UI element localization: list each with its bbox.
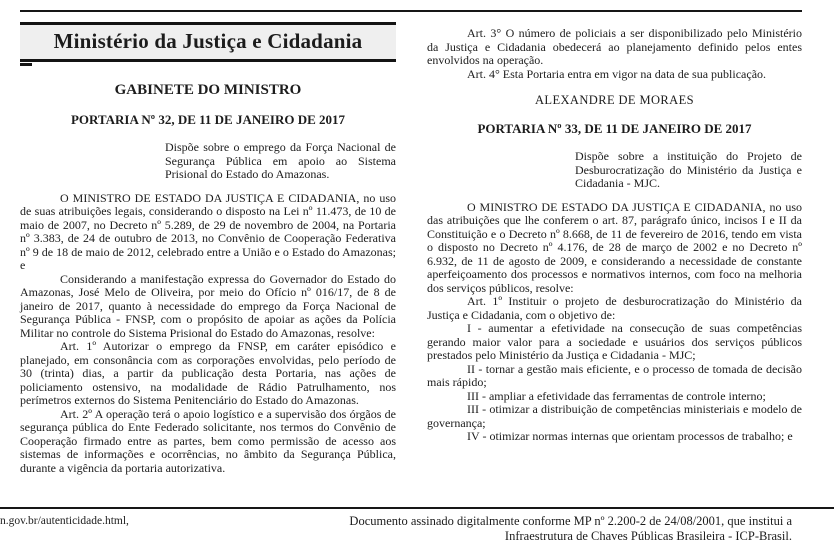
portaria-32-ementa: Dispõe sobre o emprego da Força Nacional de Segurança Pública em apoio ao Sistema Prisional do Estado do Amazonas.	[165, 140, 396, 181]
left-column	[20, 14, 396, 475]
footer-signature-notice-line2: Infraestrutura de Chaves Públicas Brasileira - ICP-Brasil.	[504, 529, 792, 543]
footer-authenticity-url: n.gov.br/autenticidade.html,	[0, 515, 129, 527]
right-column	[427, 14, 802, 475]
paragraph: II - tornar a gestão mais eficiente, e o processo de tomada de decisão mais rápido;	[427, 361, 802, 389]
portaria-33-ementa: Dispõe sobre a instituição do Projeto de Desburocratização do Ministério da Justiça e Cidadania - MJC.	[575, 149, 802, 190]
portaria-32-continuation	[427, 14, 802, 81]
portaria-33-body	[427, 201, 802, 444]
paragraph: O MINISTRO DE ESTADO DA JUSTIÇA E CIDADANIA, no uso de suas atribuições legais, considerando o disposto na Lei nº 11.473, de 10 de maio de 2007, no Decreto nº 5.289, de 29 de novembro de 2004, na Portaria nº 3.383, de 24 de outubro de 2013, no Convênio de Cooperação Federativa nº 9 de 18 de maio de 2012, celebrado entre a União e o Estado do Amazonas; e	[20, 190, 396, 272]
footer-signature-notice	[192, 514, 792, 544]
paragraph: Art. 1º Instituir o projeto de desburocratização do Ministério da Justiça e Cidadania, com o objetivo de:	[427, 294, 802, 322]
signature-alexandre-de-moraes: ALEXANDRE DE MORAES	[535, 93, 694, 107]
paragraph: Art. 4° Esta Portaria entra em vigor na data de sua publicação.	[467, 66, 767, 81]
ministry-title: Ministério da Justiça e Cidadania	[53, 29, 363, 53]
footer-signature-notice-line1: Documento assinado digitalmente conforme MP nº 2.200-2 de 24/08/2001, que institui a	[349, 514, 792, 528]
paragraph: O MINISTRO DE ESTADO DA JUSTIÇA E CIDADANIA, no uso das atribuições que lhe conferem o art. 87, parágrafo único, incisos I e II da Constituição e o Decreto nº 8.668, de 11 de fevereiro de 2016, tendo em vista o disposto no Decreto nº 4.176, de 28 de março de 2002 e no Decreto nº 6.932, de 11 de agosto de 2009, e considerando a necessidade de constante aperfeiçoamento dos processos e normativos internos, com foco na melhoria dos serviços públicos, resolve:	[427, 199, 802, 295]
paragraph: IV - otimizar normas internas que orientam processos de trabalho; e	[467, 429, 793, 443]
paragraph: Art. 2º A operação terá o apoio logístico e a supervisão dos órgãos de segurança pública do Ente Federado solicitante, nos termos do Convênio de Cooperação firmado entre as partes, bem como permissão de acesso aos sistemas de informações e ocorrências, no âmbito da Segurança Pública, durante a vigência da portaria autorizativa.	[20, 406, 396, 475]
portaria-33-title: PORTARIA Nº 33, DE 11 DE JANEIRO DE 2017	[477, 121, 752, 136]
paragraph: I - aumentar a efetividade na consecução de suas competências gerando maior valor para a sociedade e usuários dos serviços públicos prestados pelo Ministério da Justiça e Cidadania - MJC;	[427, 321, 802, 362]
masthead-tick	[20, 63, 32, 66]
columns	[20, 14, 802, 475]
section-heading: GABINETE DO MINISTRO	[114, 82, 302, 98]
paragraph: Art. 1º Autorizar o emprego da FNSP, em caráter episódico e planejado, em consonância com as corporações envolvidas, pelo período de 30 (trinta) dias, a partir da publicação desta Portaria, nas ações de policiamento ostensivo, na modalidade de Rádio Patrulhamento, nos perímetros externos do Sistema Penitenciário do Estado do Amazonas.	[20, 339, 396, 407]
paragraph: Art. 3° O número de policiais a ser disponibilizado pelo Ministério da Justiça e Cidadania obedecerá ao planejamento definido pelos entes envolvidos na operação.	[427, 26, 802, 67]
paragraph: III - ampliar a efetividade das ferramentas de controle interno;	[467, 388, 766, 403]
paragraph: III - otimizar a distribuição de competências ministeriais e modelo de governança;	[427, 402, 802, 430]
paragraph: Considerando a manifestação expressa do Governador do Estado do Amazonas, José Melo de Oliveira, por meio do Ofício nº 016/17, de 8 de janeiro de 2017, quanto à necessidade do emprego da Força Nacional de Segurança Pública - FNSP, com o propósito de apoiar as ações da Polícia Militar no controle do Sistema Prisional do Estado do Amazonas, resolve:	[20, 271, 396, 340]
ministry-masthead	[20, 22, 396, 62]
top-rule	[20, 10, 802, 12]
portaria-32-title: PORTARIA Nº 32, DE 11 DE JANEIRO DE 2017	[70, 112, 346, 127]
footer-rule	[0, 507, 834, 509]
portaria-32-body	[20, 192, 396, 476]
